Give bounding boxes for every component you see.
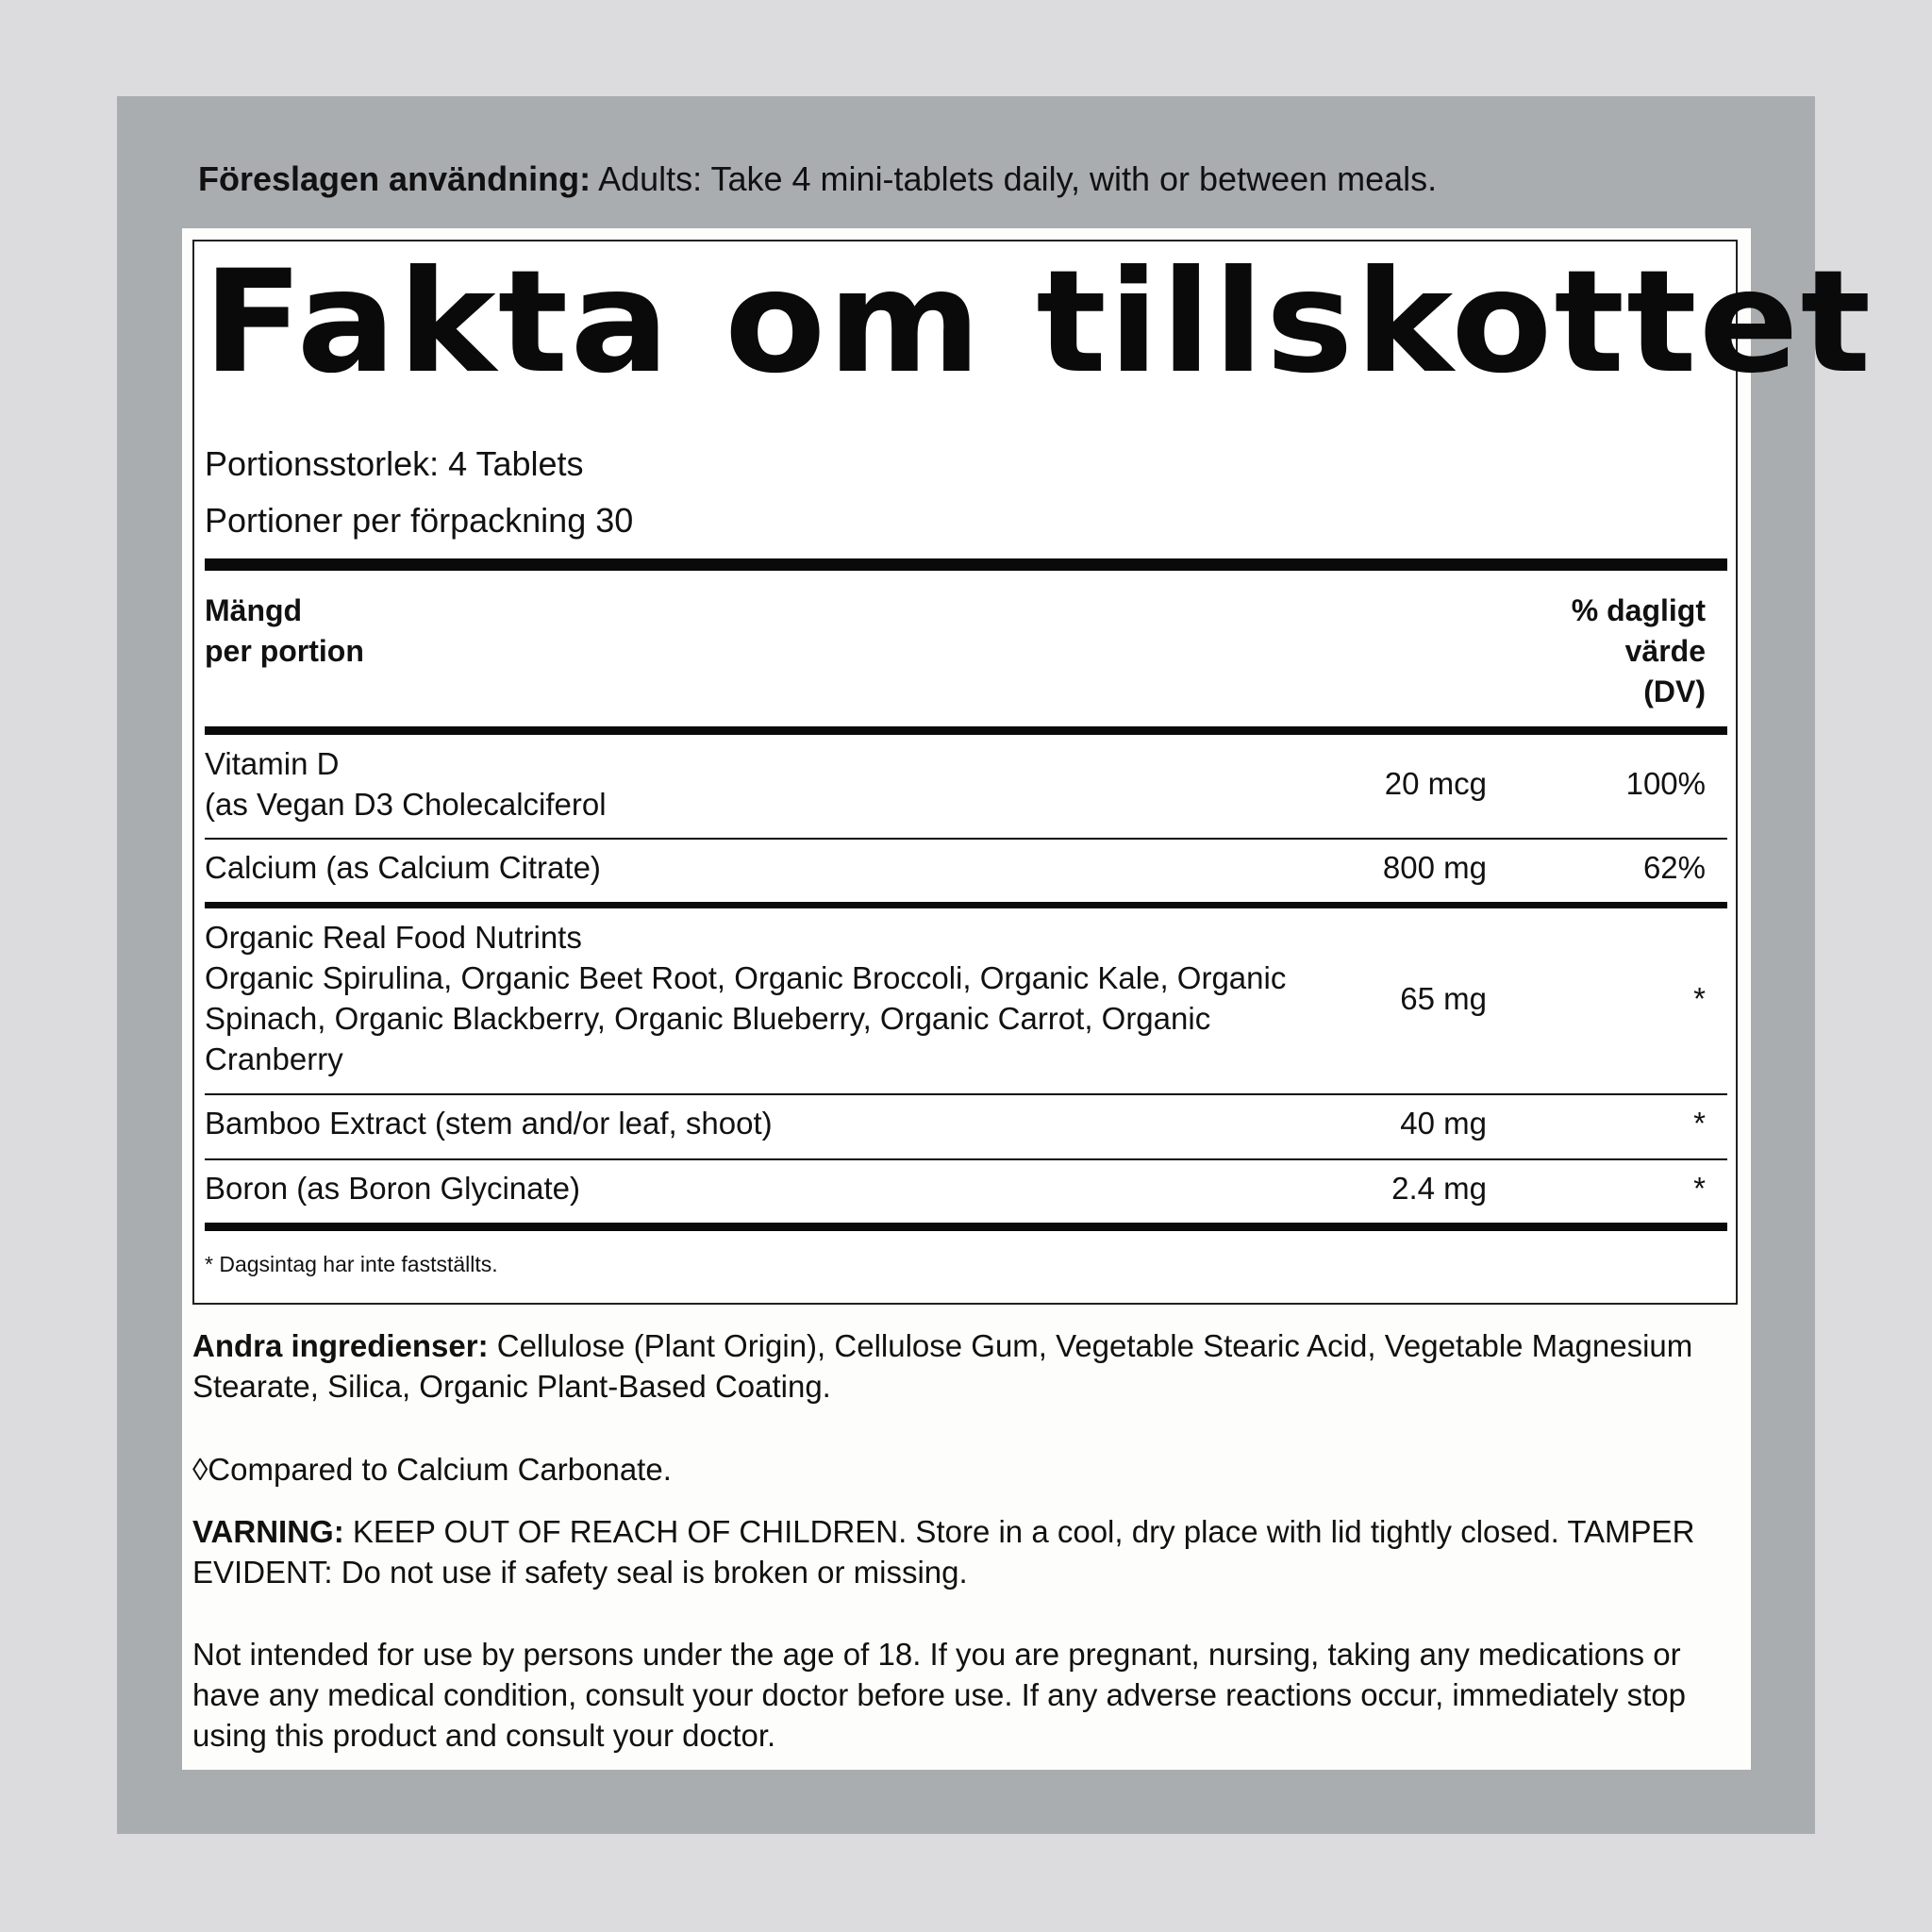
compared-note: ◊Compared to Calcium Carbonate. <box>192 1452 672 1487</box>
nutrient-daily-value: 100% <box>1625 766 1706 801</box>
thin-divider <box>205 838 1727 840</box>
nutrient-name: Boron (as Boron Glycinate) <box>205 1171 581 1206</box>
warning-label: VARNING: <box>192 1514 344 1549</box>
nutrient-name-line: (as Vegan D3 Cholecalciferol <box>205 787 607 822</box>
nutrient-name <box>205 743 607 824</box>
nutrient-name-line: Cranberry <box>205 1041 343 1076</box>
thin-divider <box>205 1093 1727 1095</box>
other-ingredients-text: Cellulose (Plant Origin), Cellulose Gum, Vegetable Stearic Acid, Vegetable Magnesium Stearate, Silica, Organic Plant-Based Coating. <box>192 1328 1693 1404</box>
nutrient-daily-value: * <box>1693 981 1706 1016</box>
daily-value-header <box>1572 591 1706 712</box>
suggested-use <box>198 158 1437 200</box>
supplement-facts-title: Fakta om tillskottet <box>203 241 1874 405</box>
suggested-use-text: Adults: Take 4 mini-tablets daily, with or between meals. <box>591 159 1438 198</box>
amount-header-line: per portion <box>205 634 364 668</box>
nutrient-name-line: Organic Real Food Nutrints <box>205 920 582 955</box>
nutrient-name: Calcium (as Calcium Citrate) <box>205 850 601 885</box>
warning <box>192 1511 1740 1592</box>
medium-divider <box>205 1223 1727 1231</box>
nutrient-daily-value: 62% <box>1642 850 1706 885</box>
nutrient-amount: 2.4 mg <box>1391 1171 1487 1206</box>
suggested-use-label: Föreslagen användning: <box>198 159 591 198</box>
nutrient-name-line: Spinach, Organic Blackberry, Organic Blueberry, Organic Carrot, Organic <box>205 1001 1211 1036</box>
nutrient-amount: 40 mg <box>1400 1106 1487 1141</box>
serving-size: Portionsstorlek: 4 Tablets <box>205 444 584 483</box>
thick-divider <box>205 558 1727 571</box>
disclaimer: Not intended for use by persons under the age of 18. If you are pregnant, nursing, taking any medications or have any medical condition, consult your doctor before use. If any adverse reactions occur, immediately stop using this product and consult your doctor. <box>192 1637 1687 1753</box>
nutrient-name <box>205 917 1286 1079</box>
dv-header-line: värde <box>1624 634 1706 668</box>
nutrient-amount: 65 mg <box>1400 981 1487 1016</box>
nutrient-daily-value: * <box>1693 1171 1706 1206</box>
warning-text: KEEP OUT OF REACH OF CHILDREN. Store in a cool, dry place with lid tightly closed. TAMPER EVIDENT: Do not use if safety seal is broken or missing. <box>192 1514 1695 1590</box>
nutrient-daily-value: * <box>1693 1106 1706 1141</box>
nutrient-amount: 800 mg <box>1382 850 1487 885</box>
dv-header-line: (DV) <box>1643 675 1706 708</box>
nutrient-name: Bamboo Extract (stem and/or leaf, shoot) <box>205 1106 773 1141</box>
medium-divider <box>205 902 1727 908</box>
amount-header-line: Mängd <box>205 593 303 627</box>
servings-per-container: Portioner per förpackning 30 <box>205 501 634 540</box>
medium-divider <box>205 726 1727 735</box>
other-ingredients-label: Andra ingredienser: <box>192 1328 489 1363</box>
nutrient-name-line: Vitamin D <box>205 746 340 781</box>
daily-value-footnote: * Dagsintag har inte fastställts. <box>205 1252 498 1276</box>
amount-per-serving-header <box>205 591 364 672</box>
nutrient-amount: 20 mcg <box>1384 766 1487 801</box>
dv-header-line: % dagligt <box>1571 593 1706 627</box>
other-ingredients <box>192 1325 1740 1407</box>
nutrient-name-line: Organic Spirulina, Organic Beet Root, Organic Broccoli, Organic Kale, Organic <box>205 960 1287 995</box>
thin-divider <box>205 1158 1727 1160</box>
